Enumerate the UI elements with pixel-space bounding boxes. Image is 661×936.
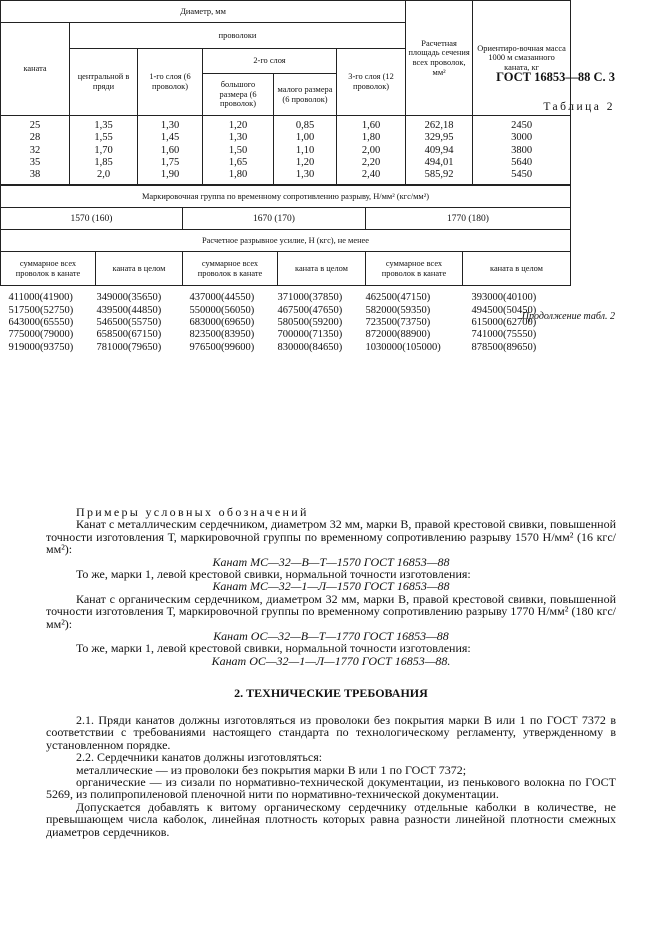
clause-2-1: 2.1. Пряди канатов должны изготовляться из проволоки без покрытия марки В или 1 по ГОСТ 7372 в соответствии с требованиями настоящего стандарта по технологическому регламенту, утвержденному в установленном порядке. bbox=[46, 713, 616, 752]
example-3-formula: Канат ОС—32—В—Т—1770 ГОСТ 16853—88 bbox=[213, 629, 449, 644]
example-3-text: Канат с органическим сердечником, диаметром 32 мм, марки В, правой крестовой свивки, повышенной точности изготовления Т, маркировочной группы по временному сопротивлению разрыву 1770 Н/мм² (180 кгс/мм²): bbox=[46, 591, 616, 631]
layer2-header: 2-го слоя bbox=[203, 49, 337, 74]
whole-header-1: каната в целом bbox=[96, 252, 183, 286]
examples-block bbox=[46, 506, 616, 667]
small-size-header: малого размера (6 проволок) bbox=[274, 74, 337, 116]
layer3-header: 3-го слоя (12 проволок) bbox=[337, 49, 406, 116]
example-1-formula: Канат МС—32—В—Т—1570 ГОСТ 16853—88 bbox=[212, 554, 450, 569]
table-continuation-label: Продолжение табл. 2 bbox=[521, 311, 615, 322]
whole-header-2: каната в целом bbox=[278, 252, 366, 286]
example-2-text: То же, марки 1, левой крестовой свивки, нормальной точности изготовления: bbox=[76, 567, 471, 582]
example-4-text: То же, марки 1, левой крестовой свивки, нормальной точности изготовления: bbox=[76, 641, 471, 656]
clause-2-2: 2.2. Сердечники канатов должны изготовляться: bbox=[76, 750, 323, 765]
area-values: 262,18 329,95 409,94 494,01 585,92 bbox=[406, 116, 473, 185]
small-size-values: 0,85 1,00 1,10 1,20 1,30 bbox=[274, 116, 337, 185]
group-1770: 1770 (180) bbox=[366, 208, 571, 230]
example-4-formula: Канат ОС—32—1—Л—1770 ГОСТ 16853—88. bbox=[211, 653, 451, 668]
table-caption: Таблица 2 bbox=[543, 101, 615, 113]
sum-header-3: суммарное всех проволок в канате bbox=[366, 252, 463, 286]
central-values: 1,35 1,55 1,70 1,85 2,0 bbox=[70, 116, 138, 185]
rope-header: каната bbox=[1, 23, 70, 116]
page-header: ГОСТ 16853—88 С. 3 bbox=[496, 70, 615, 84]
diameter-header: Диаметр, мм bbox=[1, 1, 406, 23]
group-header: Маркировочная группа по временному сопротивлению разрыву, Н/мм² (кгс/мм²) bbox=[1, 186, 571, 208]
force-header: Расчетное разрывное усилие, Н (кгс), не менее bbox=[1, 230, 571, 252]
section-title: 2. ТЕХНИЧЕСКИЕ ТРЕБОВАНИЯ bbox=[234, 686, 428, 700]
clause-2-2-metal: металлические — из проволоки без покрытия марки В или 1 по ГОСТ 7372; bbox=[76, 762, 467, 777]
breaking-force-table bbox=[0, 185, 571, 356]
layer3-values: 1,60 1,80 2,00 2,20 2,40 bbox=[337, 116, 406, 185]
force-whole-1570: 349000(35650) 439500(44850) 546500(55750) 658500(67150) 781000(79650) bbox=[96, 292, 162, 353]
whole-header-3: каната в целом bbox=[463, 252, 571, 286]
force-sum-1570: 411000(41900) 517500(52750) 643000(65550) 775000(79000) 919000(93750) bbox=[8, 292, 74, 353]
rope-diameter-values: 25 28 32 35 38 bbox=[1, 116, 70, 185]
section-2-body bbox=[46, 714, 616, 838]
example-1-text: Канат с металлическим сердечником, диаметром 32 мм, марки В, правой крестовой свивки, повышенной точности изготовления Т, маркировочной группы по временному сопротивлению разрыву 1570 Н/мм² (16 кгс/мм²): bbox=[46, 517, 616, 557]
clause-2-2-organic: органические — из сизали по нормативно-технической документации, из пенькового волокна по ГОСТ 5269, из полипропиленовой пленочной нити по нормативно-технической документации. bbox=[46, 775, 616, 802]
force-sum-1770: 462500(47150) 582000(59350) 723500(73750) 872000(88900) 1030000(105000) bbox=[365, 292, 441, 353]
force-whole-1770: 393000(40100) 494500(50450) 615000(62700) 741000(75550) 878500(89650) bbox=[471, 292, 537, 353]
examples-title: Примеры условных обозначений bbox=[76, 505, 309, 519]
central-header: центральной в пряди bbox=[70, 49, 138, 116]
area-header: Расчетная площадь сечения всех проволок, мм² bbox=[406, 1, 473, 116]
layer1-header: 1-го слоя (6 проволок) bbox=[138, 49, 203, 116]
wires-header: проволоки bbox=[70, 23, 406, 49]
wire-diameter-table bbox=[0, 0, 571, 185]
mass-values: 2450 3000 3800 5640 5450 bbox=[473, 116, 571, 185]
example-2-formula: Канат МС—32—1—Л—1570 ГОСТ 16853—88 bbox=[212, 579, 450, 594]
force-whole-1670: 371000(37850) 467500(47650) 580500(59200) 700000(71350) 830000(84650) bbox=[277, 292, 343, 353]
group-1670: 1670 (170) bbox=[183, 208, 366, 230]
big-size-header: большого размера (6 проволок) bbox=[203, 74, 274, 116]
group-1570: 1570 (160) bbox=[1, 208, 183, 230]
big-size-values: 1,20 1,30 1,50 1,65 1,80 bbox=[203, 116, 274, 185]
sum-header-1: суммарное всех проволок в канате bbox=[1, 252, 96, 286]
sum-header-2: суммарное всех проволок в канате bbox=[183, 252, 278, 286]
clause-2-2-addition: Допускается добавлять к витому органическому сердечнику отдельные каболки в количестве, не превышающем числа каболок, линейная плотность которых равна разности линейной плотности смежных диаметров сердечников. bbox=[46, 799, 616, 839]
mass-header: Ориентиро-вочная масса 1000 м смазанного каната, кг bbox=[473, 1, 571, 116]
layer1-values: 1,30 1,45 1,60 1,75 1,90 bbox=[138, 116, 203, 185]
force-sum-1670: 437000(44550) 550000(56050) 683000(69650) 823500(83950) 976500(99600) bbox=[189, 292, 255, 353]
